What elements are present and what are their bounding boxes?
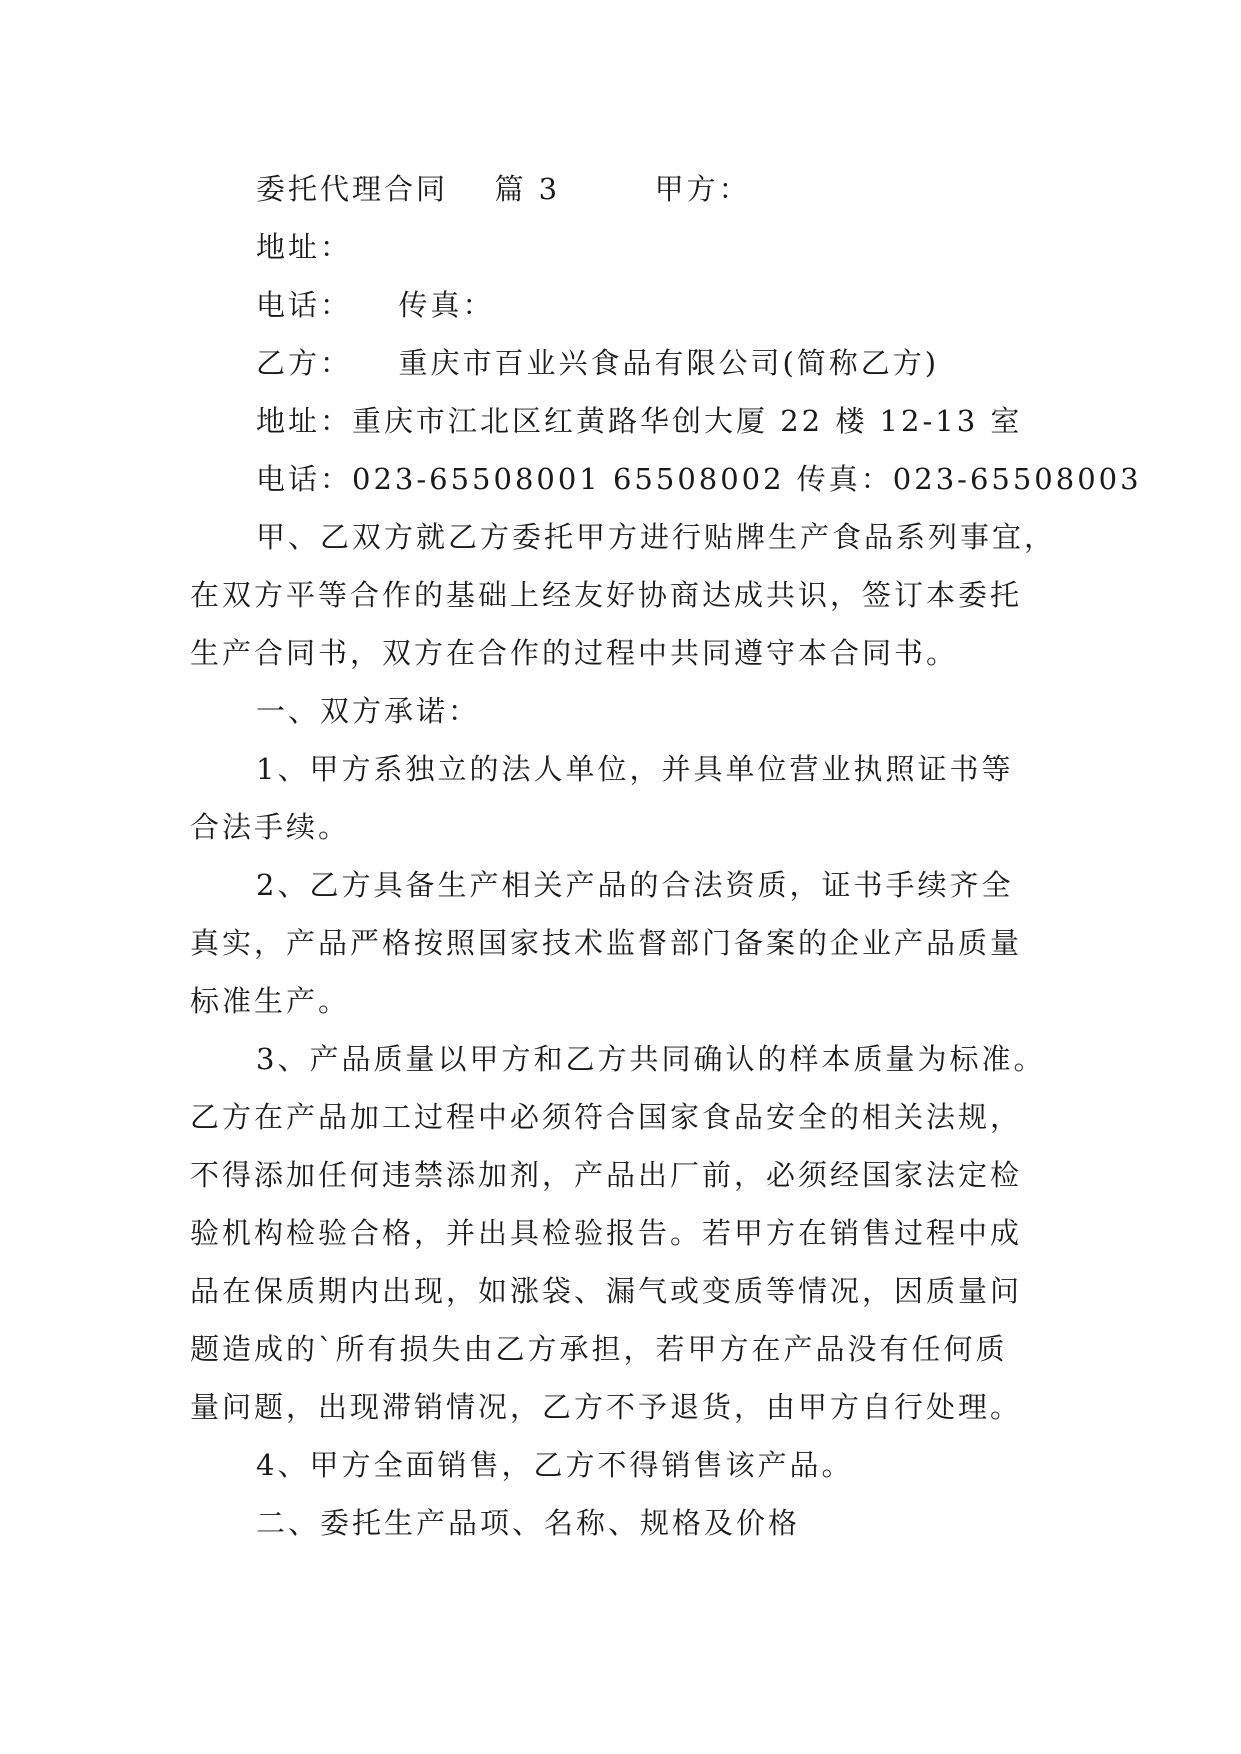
item-3-line: 题造成的`所有损失由乙方承担，若甲方在产品没有任何质 — [190, 1332, 1008, 1366]
item-2-line: 2、乙方具备生产相关产品的合法资质，证书手续齐全 — [256, 868, 1014, 902]
item-3-line: 乙方在产品加工过程中必须符合国家食品安全的相关法规， — [190, 1100, 1023, 1134]
section-number: 篇 3 — [494, 172, 561, 206]
document-body — [190, 160, 1142, 1552]
section-1-title: 一、双方承诺： — [256, 694, 481, 728]
item-3-line: 品在保质期内出现，如涨袋、漏气或变质等情况，因质量问 — [190, 1274, 1023, 1308]
party-a-fax-label: 传真： — [398, 288, 495, 322]
item-1-line: 1、甲方系独立的法人单位，并具单位营业执照证书等 — [256, 752, 1014, 786]
party-b-label: 乙方： — [256, 346, 353, 380]
intro-line: 甲、乙双方就乙方委托甲方进行贴牌生产食品系列事宜， — [256, 520, 1057, 554]
document-header — [190, 160, 1050, 218]
item-3-line: 验机构检验合格，并出具检验报告。若甲方在销售过程中成 — [190, 1216, 1023, 1250]
party-a-phone-label: 电话： — [256, 288, 353, 322]
item-1-line: 合法手续。 — [190, 810, 351, 844]
section-2-title: 二、委托生产品项、名称、规格及价格 — [256, 1506, 801, 1540]
item-4-line: 4、甲方全面销售，乙方不得销售该产品。 — [256, 1448, 854, 1482]
item-3-line: 3、产品质量以甲方和乙方共同确认的样本质量为标准。 — [256, 1042, 1046, 1076]
party-a-contact — [190, 276, 1050, 334]
party-b-name: 重庆市百业兴食品有限公司(简称乙方) — [398, 346, 940, 380]
party-b-phone: 电话：023-65508001 65508002 传真：023-65508003 — [256, 462, 1142, 496]
party-a-address: 地址： — [256, 230, 353, 264]
party-b-address: 地址：重庆市江北区红黄路华创大厦 22 楼 12-13 室 — [256, 404, 1023, 438]
intro-line: 在双方平等合作的基础上经友好协商达成共识，签订本委托 — [190, 578, 1023, 612]
document-title: 委托代理合同 — [256, 172, 449, 206]
party-b-name-line — [190, 334, 1050, 392]
item-3-line: 量问题，出现滞销情况，乙方不予退货，由甲方自行处理。 — [190, 1390, 1023, 1424]
party-a-label: 甲方： — [654, 172, 751, 206]
item-3-line: 不得添加任何违禁添加剂，产品出厂前，必须经国家法定检 — [190, 1158, 1023, 1192]
intro-line: 生产合同书，双方在合作的过程中共同遵守本合同书。 — [190, 636, 959, 670]
item-2-line: 标准生产。 — [190, 984, 351, 1018]
item-2-line: 真实，产品严格按照国家技术监督部门备案的企业产品质量 — [190, 926, 1023, 960]
